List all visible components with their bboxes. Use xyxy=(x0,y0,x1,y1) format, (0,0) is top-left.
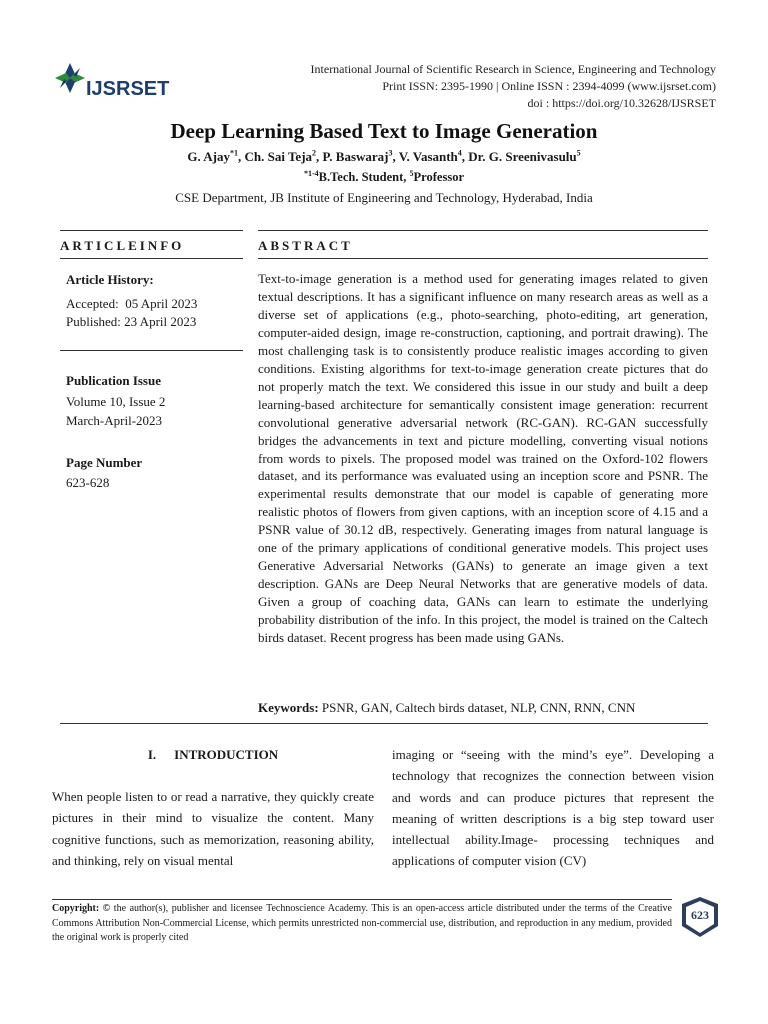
ijsrset-logo-icon xyxy=(52,60,172,104)
author-sup: 2 xyxy=(312,148,317,158)
footer-divider xyxy=(52,899,672,900)
doi-line: doi : https://doi.org/10.32628/IJSRSET xyxy=(527,96,716,110)
copyright-notice xyxy=(52,902,672,946)
page-number: 623 xyxy=(691,908,709,922)
divider xyxy=(258,230,708,231)
journal-logo xyxy=(52,60,172,104)
divider xyxy=(60,350,243,351)
page-range: 623-628 xyxy=(66,475,110,490)
author-name: P. Baswaraj xyxy=(322,149,389,164)
accepted-date: Accepted: 05 April 2023 xyxy=(66,296,198,311)
roles-professor: Professor xyxy=(413,170,464,184)
author-name: G. Ajay xyxy=(187,149,230,164)
author-name: Ch. Sai Teja xyxy=(244,149,313,164)
author-sup: 5 xyxy=(576,148,581,158)
keywords-list: PSNR, GAN, Caltech birds dataset, NLP, CNN, RNN, CNN xyxy=(321,700,636,715)
abstract-heading: ABSTRACT xyxy=(258,238,353,253)
journal-name: International Journal of Scientific Research in Science, Engineering and Technology xyxy=(310,62,716,76)
journal-info xyxy=(311,61,716,112)
author-name: V. Vasanth xyxy=(398,149,458,164)
body-text-left: When people listen to or read a narrative, they quickly create pictures in their mind to visualize the content. Many cognitive functions, such as memorization, reasoning ability, and thinking, rely on visual mental xyxy=(52,789,374,868)
roles-student: B.Tech. Student, xyxy=(318,170,410,184)
author-roles xyxy=(0,170,768,185)
logo-text: IJSRSET xyxy=(86,78,170,100)
roles-sup: 5 xyxy=(409,168,414,178)
abstract-text: Text-to-image generation is a method used for generating images related to given textual descriptions. It has a significant influence on many research areas as well as a diverse set of applications (e.g., photo-searching, photo-editing, art generation, computer-aided design, image re-construction, captioning, and portrait drawing). The most challenging task is to consistently produce realistic images according to given conditions. Existing algorithms for text-to-image generation create pictures that do not properly match the text. We considered this issue in our study and built a deep learning-based architecture for semantically consistent image generation: recurrent convolutional generative adversarial network (RC-GAN). RC-GAN successfully bridges the advancements in text and picture modelling, converting visual notions from words to pixels. The proposed model was trained on the Oxford-102 flowers dataset, and its performance was evaluated using an inception score and PSNR. The experimental results demonstrate that our model is capable of generating more realistic photos of flowers from given captions, with an inception score of 4.15 and a PSNR value of 30.12 dB, respectively. Generating images from natural language is one of the primary applications of conditional generative models. This project uses Generative Adversarial Networks (GANs) to generate an image given a text description. GANs are Deep Neural Networks that are generative models of data. Given a group of coaching data, GANs can learn to estimate the underlying probability distribution of the info. In this project, the model is trained on the Caltech birds dataset. Recent progress has been made using GANs. xyxy=(258,271,708,646)
article-info-heading: ARTICLEINFO xyxy=(60,238,185,253)
divider xyxy=(60,230,243,231)
keywords-label: Keywords: xyxy=(258,700,319,715)
section-heading-introduction xyxy=(52,747,374,763)
issue-period: March-April-2023 xyxy=(66,413,163,428)
paper-title: Deep Learning Based Text to Image Generation xyxy=(170,119,598,143)
divider xyxy=(60,258,243,259)
author-sup: 3 xyxy=(388,148,393,158)
page-number-label: Page Number xyxy=(66,455,143,470)
body-text-right: imaging or “seeing with the mind’s eye”. Developing a technology that recognizes the connection between vision and words and can produce pictures that represent the meaning of written descriptions is a big step toward user intellectual ability.Image- processing techniques and applications of computer vision (CV) xyxy=(392,747,714,869)
roles-sup: *1-4 xyxy=(303,168,319,178)
author-sup: 4 xyxy=(457,148,462,158)
keywords xyxy=(258,700,708,716)
copyright-label: Copyright: © xyxy=(52,903,111,914)
published-date: Published: 23 April 2023 xyxy=(66,314,197,329)
section-number: I. xyxy=(147,747,157,762)
section-title: INTRODUCTION xyxy=(174,747,279,762)
publication-issue-label: Publication Issue xyxy=(66,373,161,388)
issn-line: Print ISSN: 2395-1990 | Online ISSN : 2394-4099 (www.ijsrset.com) xyxy=(382,79,716,93)
author-name: Dr. G. Sreenivasulu xyxy=(468,149,577,164)
author-list: G. Ajay$^{*1}$, Ch. Sai Teja$^2$, P. Baswaraj$^3$, V. Vasanth$^4$, Dr. G. Sreenivasulu$^5$ xyxy=(187,148,581,164)
divider xyxy=(60,723,708,724)
divider xyxy=(258,258,708,259)
article-history-label: Article History: xyxy=(66,272,154,287)
author-sup: *1 xyxy=(229,148,238,158)
page-number-badge xyxy=(680,896,720,938)
affiliation: CSE Department, JB Institute of Engineering and Technology, Hyderabad, India xyxy=(175,190,593,205)
copyright-text: the author(s), publisher and licensee Technoscience Academy. This is an open-access article distributed under the terms of the Creative Commons Attribution Non-Commercial License, which permits unrestricted non-commercial use, distribution, and reproduction in any medium, provided the original work is properly cited xyxy=(52,903,672,943)
volume-issue: Volume 10, Issue 2 xyxy=(66,394,166,409)
